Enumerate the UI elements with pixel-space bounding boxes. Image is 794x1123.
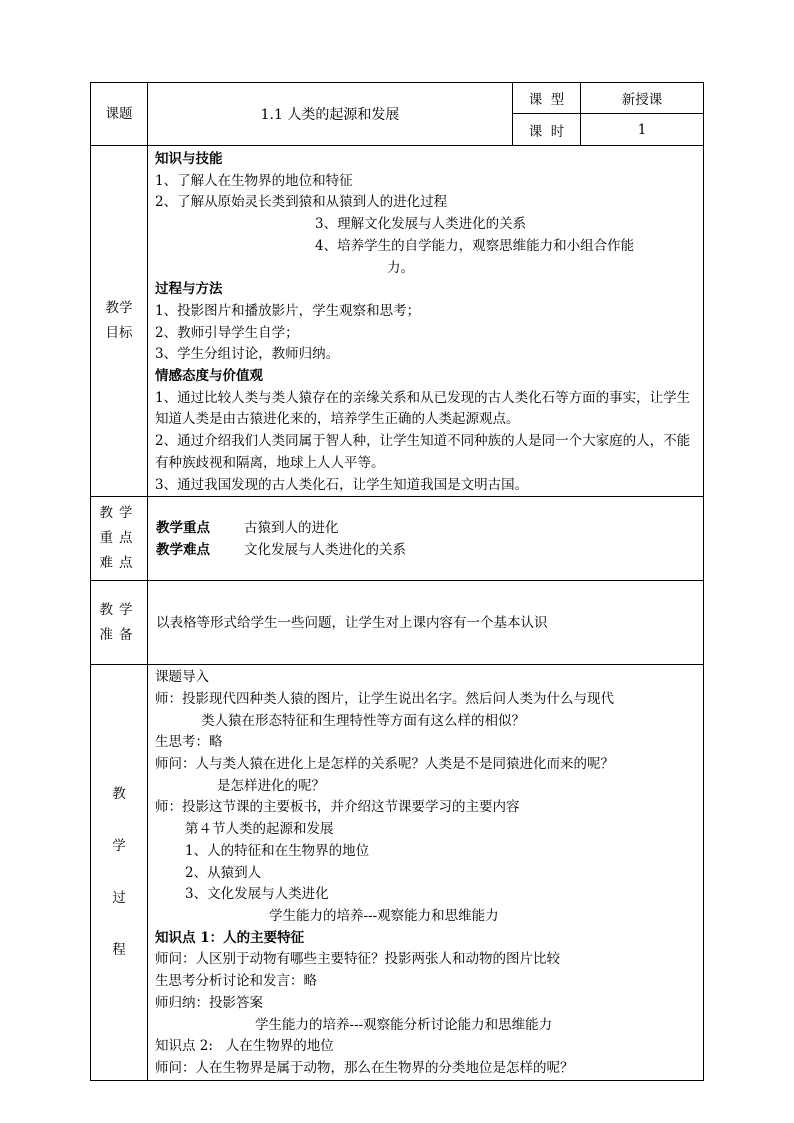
- process-line: 知识点 2: 人在生物界的地位: [155, 1038, 334, 1055]
- process-line: 师：投影现代四种类人猿的图片，让学生说出名字。然后问人类为什么与现代: [155, 690, 614, 707]
- lesson-plan-table: [90, 82, 704, 1081]
- key-point-text: 古猿到人的进化: [244, 519, 339, 536]
- lesson-type-value: 新授课: [581, 83, 704, 114]
- process-line: 生思考：略: [155, 734, 223, 751]
- difficult-point-label: 教学难点: [156, 541, 210, 558]
- goal-item: 2、了解从原始灵长类到猿和从猿到人的进化过程: [155, 194, 448, 211]
- process-line: 师问：人区别于动物有哪些主要特征？投影两张人和动物的图片比较: [155, 951, 560, 968]
- process-line: 学生能力的培养---观察能力和思维能力: [269, 907, 499, 924]
- goal-item: 2、教师引导学生自学；: [155, 324, 299, 341]
- goal-item: 力。: [387, 259, 414, 276]
- goals-content: [148, 146, 704, 497]
- process-line: 师问：人与类人猿在进化上是怎样的关系呢？人类是不是同猿进化而来的呢？: [155, 756, 614, 773]
- process-line: 1、人的特征和在生物界的地位: [185, 842, 370, 859]
- goal-item: 3、通过我国发现的古人类化石，让学生知道我国是文明古国。: [155, 476, 529, 493]
- goal-item: 3、理解文化发展与人类进化的关系: [315, 216, 527, 233]
- goals-label: 教学 目标: [91, 146, 148, 497]
- lesson-hours-value: 1: [581, 114, 704, 146]
- keypoints-label: 教学 重点 难点: [91, 497, 148, 581]
- goal-item: 2、通过介绍我们人类同属于智人种，让学生知道不同种族的人是同一个大家庭的人，不能有种族歧视和隔离，地球上人人平等。: [155, 433, 691, 471]
- process-content: [148, 665, 704, 1080]
- process-line: 师问：人在生物界是属于动物，那么在生物界的分类地位是怎样的呢？: [155, 1059, 574, 1076]
- lesson-type-label: 课 型: [513, 83, 581, 114]
- process-line: 学生能力的培养---观察能分析讨论能力和思维能力: [255, 1016, 553, 1033]
- knowledge-skills-heading: 知识与技能: [155, 151, 223, 167]
- process-line: 3、文化发展与人类进化: [185, 886, 329, 903]
- process-line: 师归纳：投影答案: [155, 994, 263, 1011]
- process-line: 类人猿在形态特征和生理特性等方面有这么样的相似？: [201, 712, 525, 729]
- process-line: 课题导入: [155, 669, 209, 686]
- goal-item: 3、学生分组讨论，教师归纳。: [155, 346, 340, 363]
- difficult-point-text: 文化发展与人类进化的关系: [244, 541, 406, 558]
- process-line: 2、从猿到人: [185, 864, 262, 881]
- process-line: 师：投影这节课的主要板书，并介绍这节课要学习的主要内容: [155, 799, 520, 816]
- difficult-point-row: [156, 539, 703, 561]
- lesson-title: 1.1 人类的起源和发展: [148, 83, 513, 146]
- process-label: 教 学 过 程: [91, 665, 148, 1080]
- key-point-label: 教学重点: [156, 519, 210, 536]
- attitude-values-heading: 情感态度与价值观: [155, 368, 263, 385]
- keypoints-content: [148, 497, 704, 581]
- goal-item: 1、投影图片和播放影片，学生观察和思考；: [155, 302, 421, 319]
- process-line: 是怎样进化的呢？: [217, 777, 325, 794]
- process-method-heading: 过程与方法: [155, 281, 223, 298]
- prep-label: 教学 准备: [91, 581, 148, 665]
- goal-item: 1、了解人在生物界的地位和特征: [155, 172, 353, 189]
- knowledge-point-heading: 知识点 1：人的主要特征: [155, 929, 305, 946]
- process-line: 第４节人类的起源和发展: [185, 821, 334, 838]
- goal-item: 1、通过比较人类与类人猿存在的亲缘关系和从已发现的古人类化石等方面的事实，让学生知道人类是由古猿进化来的，培养学生正确的人类起源观点。: [155, 389, 691, 428]
- prep-text: 以表格等形式给学生一些问题，让学生对上课内容有一个基本认识: [148, 581, 704, 665]
- goal-item: 4、培养学生的自学能力，观察思维能力和小组合作能: [315, 237, 635, 254]
- key-point-row: [156, 517, 703, 539]
- process-line: 生思考分析讨论和发言：略: [155, 973, 317, 990]
- lesson-hours-label: 课 时: [513, 114, 581, 146]
- topic-label: 课题: [91, 83, 148, 146]
